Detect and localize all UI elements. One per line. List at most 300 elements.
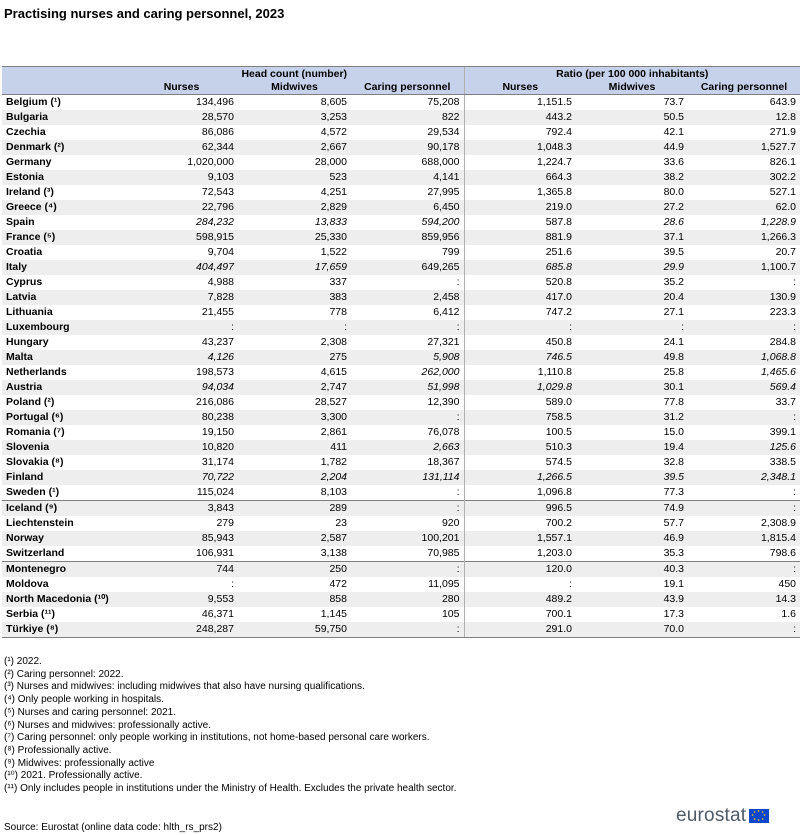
table-cell: 778: [238, 305, 351, 320]
table-row: [2, 562, 800, 578]
table-cell: 1,266.3: [688, 230, 800, 245]
table-cell: 35.2: [576, 275, 688, 290]
table-cell: 758.5: [464, 410, 576, 425]
row-label: Bulgaria: [2, 110, 125, 125]
table-cell: 284,232: [125, 215, 238, 230]
table-row: [2, 125, 800, 140]
table-cell: 649,265: [351, 260, 464, 275]
table-cell: 44.9: [576, 140, 688, 155]
table-cell: 3,253: [238, 110, 351, 125]
table-cell: 11,095: [351, 577, 464, 592]
table-cell: 3,300: [238, 410, 351, 425]
table-cell: 284.8: [688, 335, 800, 350]
table-row: [2, 365, 800, 380]
table-row: [2, 215, 800, 230]
table-cell: 31.2: [576, 410, 688, 425]
table-cell: 37.1: [576, 230, 688, 245]
table-cell: 80,238: [125, 410, 238, 425]
table-cell: 22,796: [125, 200, 238, 215]
row-label: Italy: [2, 260, 125, 275]
row-label: Denmark (²): [2, 140, 125, 155]
table-row: [2, 531, 800, 546]
table-row: [2, 425, 800, 440]
table-cell: 7,828: [125, 290, 238, 305]
table-row: [2, 440, 800, 455]
footnote: (¹⁰) 2021. Professionally active.: [4, 770, 143, 782]
table-cell: 85,943: [125, 531, 238, 546]
table-cell: :: [464, 577, 576, 592]
table-row: [2, 95, 800, 111]
table-cell: 77.3: [576, 485, 688, 501]
table-cell: 80.0: [576, 185, 688, 200]
table-cell: 1,522: [238, 245, 351, 260]
table-cell: 49.8: [576, 350, 688, 365]
table-cell: 746.5: [464, 350, 576, 365]
table-cell: 106,931: [125, 546, 238, 562]
table-cell: 1.6: [688, 607, 800, 622]
header-group-head-count: Head count (number): [125, 67, 464, 82]
table-cell: :: [125, 577, 238, 592]
row-label: Slovenia: [2, 440, 125, 455]
table-cell: 4,141: [351, 170, 464, 185]
table-cell: 569.4: [688, 380, 800, 395]
table-cell: 134,496: [125, 95, 238, 111]
table-cell: 100,201: [351, 531, 464, 546]
table-cell: :: [688, 562, 800, 578]
table-cell: 262,000: [351, 365, 464, 380]
table-cell: 1,068.8: [688, 350, 800, 365]
table-cell: 9,103: [125, 170, 238, 185]
table-cell: 1,228.9: [688, 215, 800, 230]
table-cell: 302.2: [688, 170, 800, 185]
table-cell: 250: [238, 562, 351, 578]
table-row: [2, 200, 800, 215]
table-cell: 1,048.3: [464, 140, 576, 155]
table-cell: 28,570: [125, 110, 238, 125]
table-cell: 14.3: [688, 592, 800, 607]
table-cell: 2,587: [238, 531, 351, 546]
table-cell: :: [576, 320, 688, 335]
table-cell: 1,151.5: [464, 95, 576, 111]
table-cell: 25.8: [576, 365, 688, 380]
table-cell: :: [351, 501, 464, 517]
table-cell: 120.0: [464, 562, 576, 578]
footnote: (¹¹) Only includes people in institutions under the Ministry of Health. Excludes the private health sector.: [4, 783, 457, 795]
table-row: [2, 470, 800, 485]
row-label: Germany: [2, 155, 125, 170]
table-cell: 1,224.7: [464, 155, 576, 170]
row-label: Estonia: [2, 170, 125, 185]
col-header: Nurses: [464, 81, 576, 95]
table-cell: 90,178: [351, 140, 464, 155]
table-cell: 2,308.9: [688, 516, 800, 531]
table-cell: 271.9: [688, 125, 800, 140]
table-cell: 72,543: [125, 185, 238, 200]
row-label: Lithuania: [2, 305, 125, 320]
table-cell: 411: [238, 440, 351, 455]
table-cell: 35.3: [576, 546, 688, 562]
footnote: (⁶) Nurses and midwives: professionally active.: [4, 719, 211, 731]
table-cell: 4,126: [125, 350, 238, 365]
row-label: Luxembourg: [2, 320, 125, 335]
table-cell: 18,367: [351, 455, 464, 470]
table-cell: :: [688, 622, 800, 638]
row-label: Switzerland: [2, 546, 125, 562]
table-cell: 489.2: [464, 592, 576, 607]
col-header: Midwives: [238, 81, 351, 95]
table-cell: 338.5: [688, 455, 800, 470]
table-cell: 4,615: [238, 365, 351, 380]
row-label: Czechia: [2, 125, 125, 140]
table-cell: 75,208: [351, 95, 464, 111]
table-cell: :: [688, 320, 800, 335]
row-label: Poland (²): [2, 395, 125, 410]
row-label: Greece (⁴): [2, 200, 125, 215]
table-cell: 1,145: [238, 607, 351, 622]
table-cell: 27.1: [576, 305, 688, 320]
table-row: [2, 320, 800, 335]
table-cell: 1,365.8: [464, 185, 576, 200]
table-cell: 19.4: [576, 440, 688, 455]
table-cell: 744: [125, 562, 238, 578]
table-cell: 289: [238, 501, 351, 517]
table-cell: :: [688, 501, 800, 517]
table-cell: 920: [351, 516, 464, 531]
table-cell: 30.1: [576, 380, 688, 395]
table-cell: 3,843: [125, 501, 238, 517]
table-row: [2, 455, 800, 470]
table-cell: 46,371: [125, 607, 238, 622]
table-cell: 21,455: [125, 305, 238, 320]
table-cell: 8,605: [238, 95, 351, 111]
table-row: [2, 622, 800, 638]
footnote: (⁷) Caring personnel: only people working in institutions, not home-based personal care workers.: [4, 732, 430, 744]
table-cell: 1,029.8: [464, 380, 576, 395]
table-cell: :: [351, 410, 464, 425]
table-row: [2, 155, 800, 170]
row-label: Spain: [2, 215, 125, 230]
table-cell: 1,096.8: [464, 485, 576, 501]
table-cell: 1,815.4: [688, 531, 800, 546]
source-note: Source: Eurostat (online data code: hlth_rs_prs2): [4, 822, 222, 833]
header-blank-2: [2, 81, 125, 95]
table-cell: 62.0: [688, 200, 800, 215]
table-cell: 523: [238, 170, 351, 185]
table-cell: 223.3: [688, 305, 800, 320]
table-cell: :: [464, 320, 576, 335]
table-cell: 57.7: [576, 516, 688, 531]
row-label: Latvia: [2, 290, 125, 305]
table-cell: 450.8: [464, 335, 576, 350]
row-label: Belgium (¹): [2, 95, 125, 111]
table-cell: 216,086: [125, 395, 238, 410]
table-cell: 219.0: [464, 200, 576, 215]
table-cell: 9,704: [125, 245, 238, 260]
table-cell: 130.9: [688, 290, 800, 305]
table-cell: :: [351, 320, 464, 335]
row-label: Austria: [2, 380, 125, 395]
table-cell: 125.6: [688, 440, 800, 455]
table-cell: 10,820: [125, 440, 238, 455]
table-row: [2, 395, 800, 410]
table-cell: 38.2: [576, 170, 688, 185]
col-header: Midwives: [576, 81, 688, 95]
table-row: [2, 410, 800, 425]
row-label: Finland: [2, 470, 125, 485]
row-label: Cyprus: [2, 275, 125, 290]
table-cell: 25,330: [238, 230, 351, 245]
row-label: North Macedonia (¹⁰): [2, 592, 125, 607]
table-cell: 1,100.7: [688, 260, 800, 275]
table-cell: 881.9: [464, 230, 576, 245]
table-cell: 77.8: [576, 395, 688, 410]
page-title: Practising nurses and caring personnel, 2023: [4, 6, 285, 21]
table-cell: 59,750: [238, 622, 351, 638]
table-cell: 2,747: [238, 380, 351, 395]
table-cell: 1,465.6: [688, 365, 800, 380]
row-label: Moldova: [2, 577, 125, 592]
table-cell: 86,086: [125, 125, 238, 140]
footnote: (⁸) Professionally active.: [4, 744, 112, 756]
row-label: France (⁵): [2, 230, 125, 245]
table-cell: :: [351, 275, 464, 290]
row-label: Croatia: [2, 245, 125, 260]
table-cell: 450: [688, 577, 800, 592]
table-cell: 33.7: [688, 395, 800, 410]
eu-flag-icon: ★ ★ ★ ★ ★ ★ ★ ★: [749, 809, 769, 823]
table-row: [2, 185, 800, 200]
table-cell: 42.1: [576, 125, 688, 140]
data-table: [2, 66, 800, 638]
row-label: Iceland (⁹): [2, 501, 125, 517]
table-cell: 1,020,000: [125, 155, 238, 170]
table-cell: 8,103: [238, 485, 351, 501]
footnote: (³) Nurses and midwives: including midwives that also have nursing qualifications.: [4, 681, 365, 693]
header-blank: [2, 67, 125, 82]
table-row: [2, 170, 800, 185]
table-cell: 826.1: [688, 155, 800, 170]
table-cell: 574.5: [464, 455, 576, 470]
table-cell: 996.5: [464, 501, 576, 517]
table-cell: 43,237: [125, 335, 238, 350]
table-cell: 27,995: [351, 185, 464, 200]
table-cell: 29,534: [351, 125, 464, 140]
table-cell: 13,833: [238, 215, 351, 230]
table-cell: 1,266.5: [464, 470, 576, 485]
table-cell: 20.4: [576, 290, 688, 305]
table-cell: 2,667: [238, 140, 351, 155]
table-cell: :: [688, 275, 800, 290]
footnote: (⁵) Nurses and caring personnel: 2021.: [4, 706, 177, 718]
table-cell: 105: [351, 607, 464, 622]
table-cell: 700.1: [464, 607, 576, 622]
table-cell: 12.8: [688, 110, 800, 125]
table-row: [2, 140, 800, 155]
table-cell: 1,110.8: [464, 365, 576, 380]
table-cell: 15.0: [576, 425, 688, 440]
table-cell: 4,988: [125, 275, 238, 290]
table-cell: 28,000: [238, 155, 351, 170]
row-label: Türkiye (⁸): [2, 622, 125, 638]
table-cell: 643.9: [688, 95, 800, 111]
table-row: [2, 290, 800, 305]
table-cell: 587.8: [464, 215, 576, 230]
table-cell: 50.5: [576, 110, 688, 125]
footnote: (⁴) Only people working in hospitals.: [4, 694, 164, 706]
table-cell: 27,321: [351, 335, 464, 350]
table-cell: 1,203.0: [464, 546, 576, 562]
table-row: [2, 485, 800, 501]
table-cell: 31,174: [125, 455, 238, 470]
table-cell: 2,861: [238, 425, 351, 440]
table-cell: 27.2: [576, 200, 688, 215]
table-cell: 70,985: [351, 546, 464, 562]
table-cell: 17.3: [576, 607, 688, 622]
row-label: Liechtenstein: [2, 516, 125, 531]
table-cell: 73.7: [576, 95, 688, 111]
table-cell: 383: [238, 290, 351, 305]
table-cell: 399.1: [688, 425, 800, 440]
table-cell: 2,458: [351, 290, 464, 305]
table-row: [2, 110, 800, 125]
table-row: [2, 380, 800, 395]
table-row: [2, 546, 800, 562]
table-cell: 12,390: [351, 395, 464, 410]
table-cell: 4,572: [238, 125, 351, 140]
table-cell: 2,204: [238, 470, 351, 485]
table-cell: 6,412: [351, 305, 464, 320]
table-cell: 858: [238, 592, 351, 607]
table-row: [2, 305, 800, 320]
table-cell: 40.3: [576, 562, 688, 578]
table-cell: 822: [351, 110, 464, 125]
table-cell: :: [688, 485, 800, 501]
table-cell: :: [351, 485, 464, 501]
table-cell: 251.6: [464, 245, 576, 260]
table-cell: 792.4: [464, 125, 576, 140]
table-cell: 39.5: [576, 470, 688, 485]
table-cell: 337: [238, 275, 351, 290]
table-cell: 115,024: [125, 485, 238, 501]
row-label: Malta: [2, 350, 125, 365]
table-cell: 74.9: [576, 501, 688, 517]
table-cell: 291.0: [464, 622, 576, 638]
table-row: [2, 501, 800, 517]
table-cell: 2,829: [238, 200, 351, 215]
table-cell: 23: [238, 516, 351, 531]
table-cell: 70,722: [125, 470, 238, 485]
table-cell: 29.9: [576, 260, 688, 275]
row-label: Montenegro: [2, 562, 125, 578]
table-cell: :: [238, 320, 351, 335]
table-cell: 700.2: [464, 516, 576, 531]
table-cell: 594,200: [351, 215, 464, 230]
table-cell: 1,782: [238, 455, 351, 470]
table-cell: 443.2: [464, 110, 576, 125]
table-cell: 2,308: [238, 335, 351, 350]
table-cell: 527.1: [688, 185, 800, 200]
table-cell: 275: [238, 350, 351, 365]
table-row: [2, 230, 800, 245]
table-cell: 799: [351, 245, 464, 260]
row-label: Serbia (¹¹): [2, 607, 125, 622]
table-cell: 5,908: [351, 350, 464, 365]
table-cell: 248,287: [125, 622, 238, 638]
table-cell: 198,573: [125, 365, 238, 380]
table-cell: 39.5: [576, 245, 688, 260]
table-cell: 1,527.7: [688, 140, 800, 155]
table-row: [2, 275, 800, 290]
table-cell: 688,000: [351, 155, 464, 170]
table-row: [2, 350, 800, 365]
table-cell: :: [351, 562, 464, 578]
table-cell: 2,348.1: [688, 470, 800, 485]
table-cell: 43.9: [576, 592, 688, 607]
table-row: [2, 245, 800, 260]
row-label: Norway: [2, 531, 125, 546]
table-cell: 70.0: [576, 622, 688, 638]
header-group-ratio: Ratio (per 100 000 inhabitants): [464, 67, 800, 82]
table-cell: 20.7: [688, 245, 800, 260]
table-cell: 62,344: [125, 140, 238, 155]
table-row: [2, 607, 800, 622]
table-cell: 798.6: [688, 546, 800, 562]
row-label: Hungary: [2, 335, 125, 350]
table-cell: 404,497: [125, 260, 238, 275]
eurostat-logo: [676, 805, 769, 827]
table-cell: 17,659: [238, 260, 351, 275]
table-cell: 9,553: [125, 592, 238, 607]
table-cell: 131,114: [351, 470, 464, 485]
table-cell: 2,663: [351, 440, 464, 455]
table-cell: 280: [351, 592, 464, 607]
col-header: Caring personnel: [351, 81, 464, 95]
table-row: [2, 260, 800, 275]
table-cell: 100.5: [464, 425, 576, 440]
table-cell: 472: [238, 577, 351, 592]
table-cell: 19,150: [125, 425, 238, 440]
table-cell: 279: [125, 516, 238, 531]
table-cell: 28.6: [576, 215, 688, 230]
table-cell: 19.1: [576, 577, 688, 592]
row-label: Romania (⁷): [2, 425, 125, 440]
logo-text: eurostat: [676, 805, 747, 826]
table-body: [2, 95, 800, 638]
table-row: [2, 516, 800, 531]
table-row: [2, 335, 800, 350]
table-cell: 598,915: [125, 230, 238, 245]
table-cell: 6,450: [351, 200, 464, 215]
table-cell: 520.8: [464, 275, 576, 290]
row-label: Ireland (³): [2, 185, 125, 200]
table-cell: 24.1: [576, 335, 688, 350]
col-header: Nurses: [125, 81, 238, 95]
table-cell: :: [688, 410, 800, 425]
table-cell: :: [125, 320, 238, 335]
table-cell: :: [351, 622, 464, 638]
row-label: Netherlands: [2, 365, 125, 380]
row-label: Slovakia (⁸): [2, 455, 125, 470]
table-cell: 417.0: [464, 290, 576, 305]
table-row: [2, 577, 800, 592]
table-cell: 1,557.1: [464, 531, 576, 546]
footnote: (¹) 2022.: [4, 656, 42, 667]
table-cell: 664.3: [464, 170, 576, 185]
table-cell: 685.8: [464, 260, 576, 275]
table-cell: 51,998: [351, 380, 464, 395]
table-cell: 4,251: [238, 185, 351, 200]
table-cell: 859,956: [351, 230, 464, 245]
